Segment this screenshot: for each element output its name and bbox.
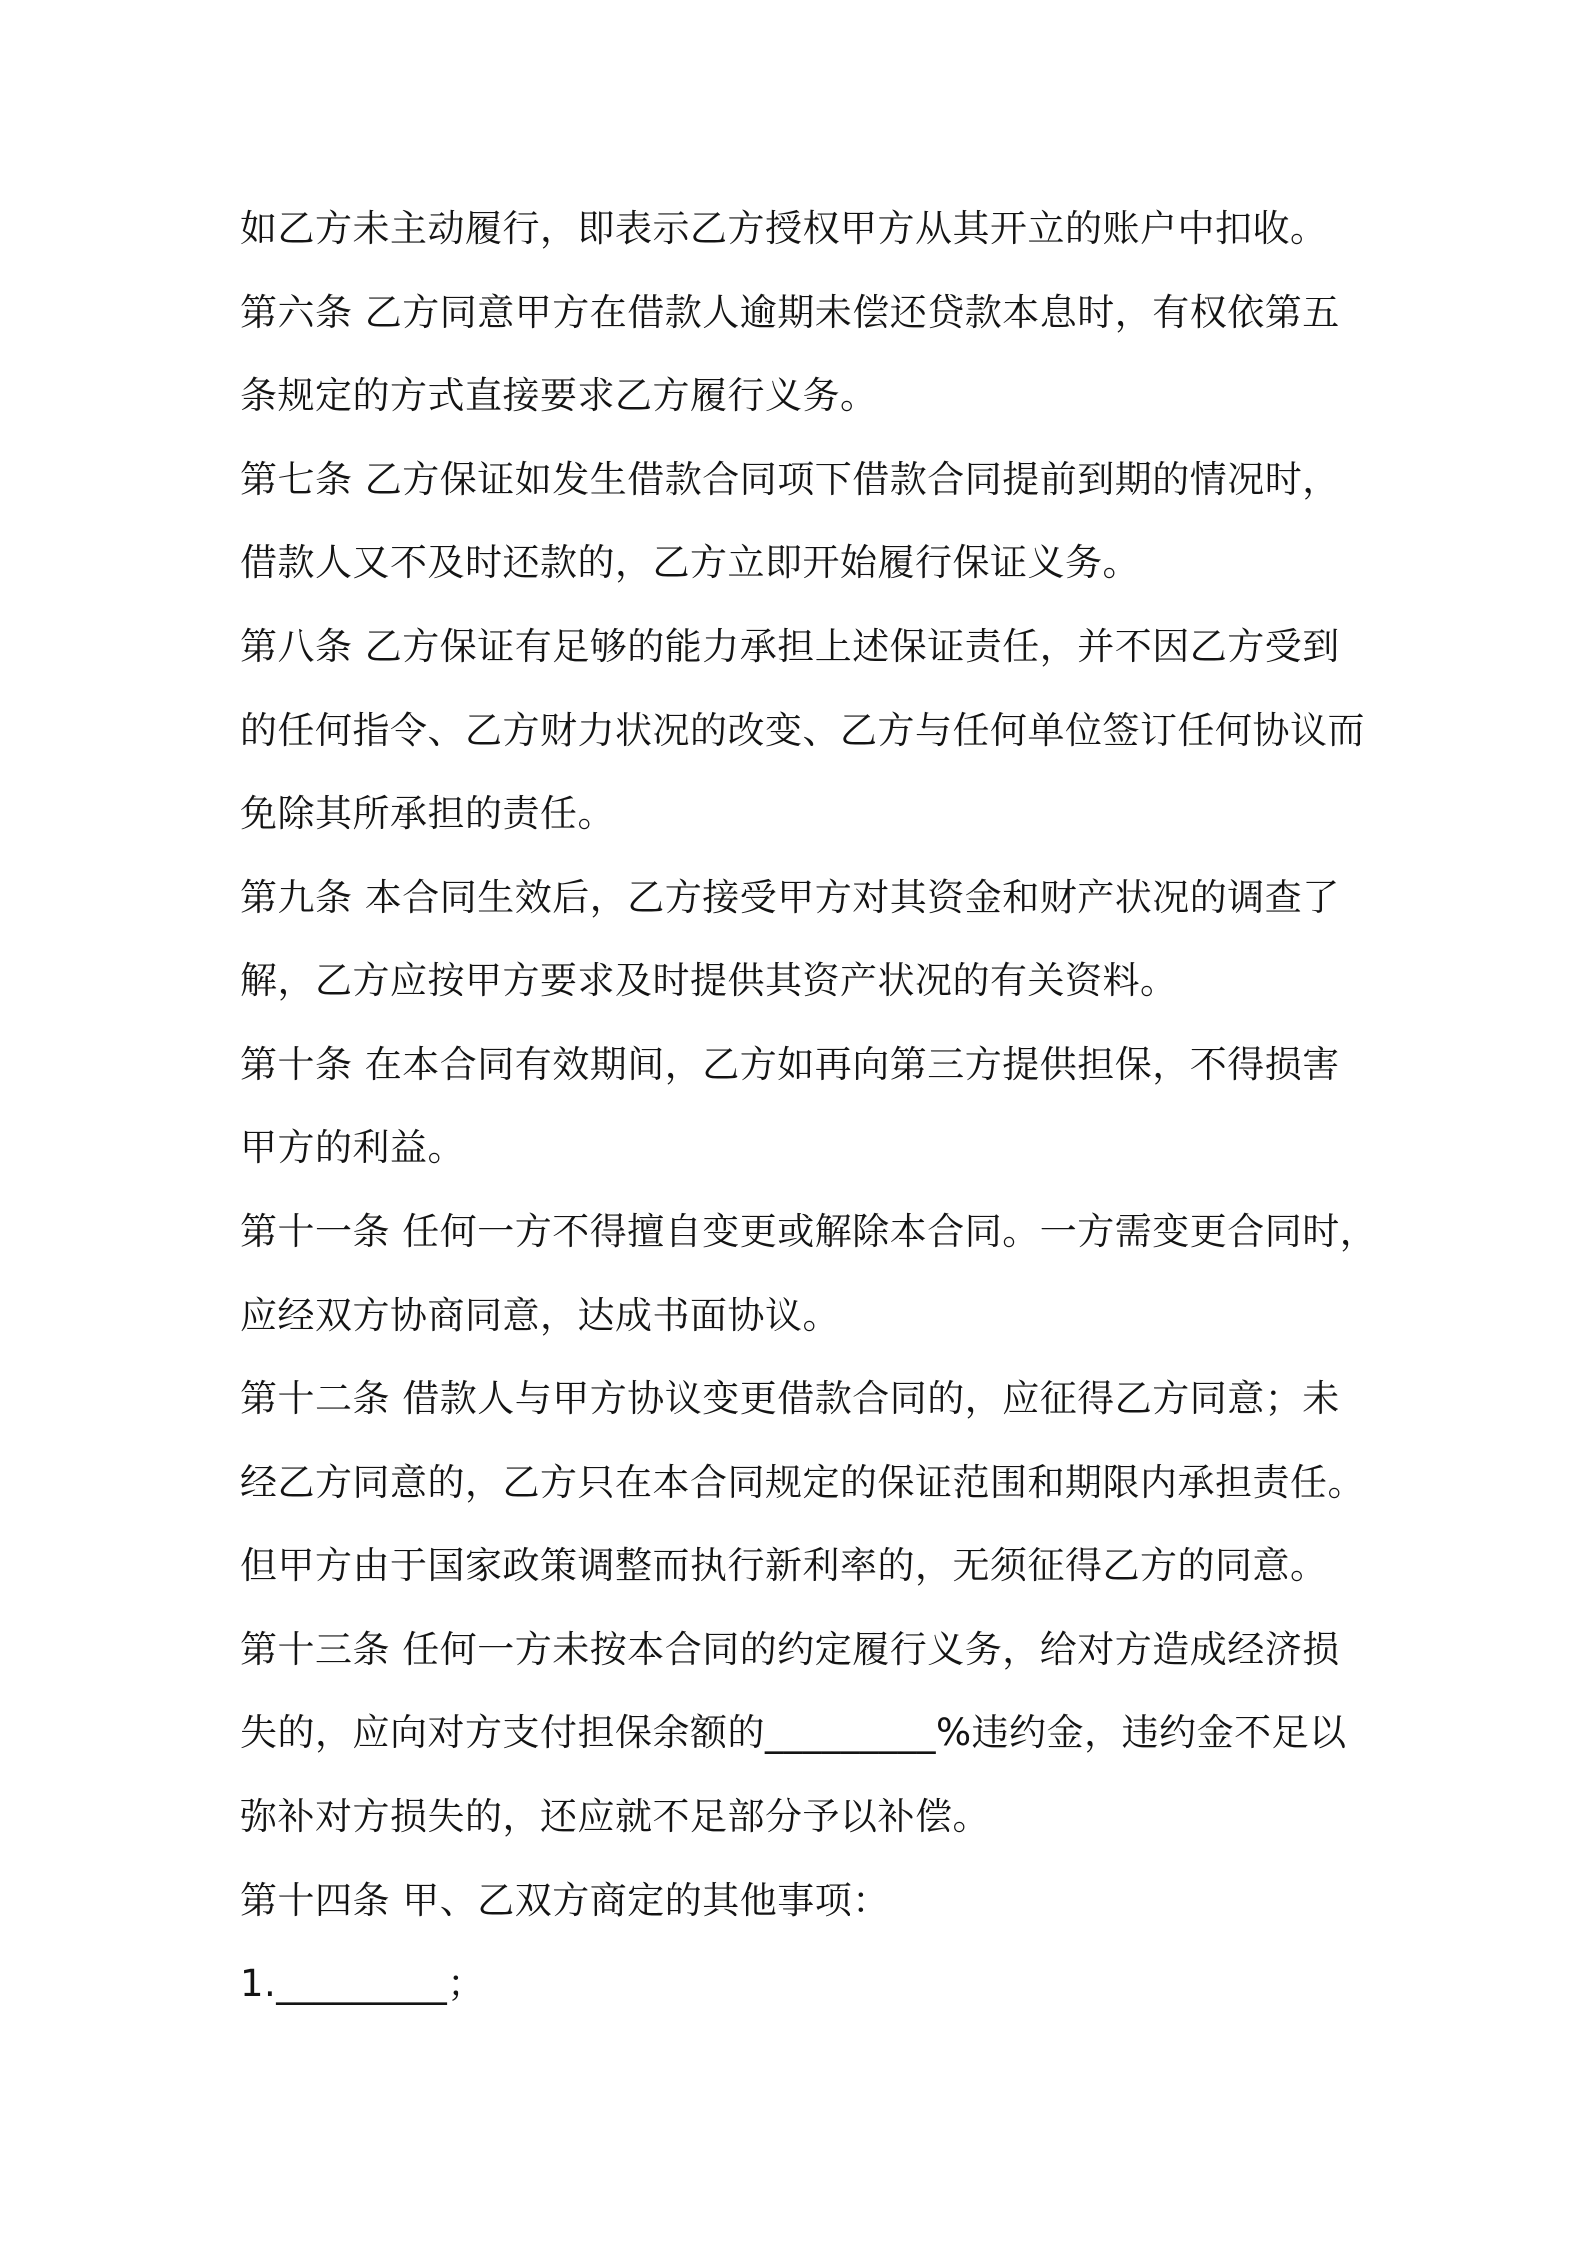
text-line: 第八条 乙方保证有足够的能力承担上述保证责任，并不因乙方受到 [240,625,1340,668]
text-line: 第十二条 借款人与甲方协议变更借款合同的，应征得乙方同意；未 [240,1377,1340,1420]
text-line: 应经双方协商同意，达成书面协议。 [240,1294,840,1337]
text-line: 失的，应向对方支付担保余额的_________%违约金，违约金不足以 [240,1711,1347,1754]
text-line: 第十条 在本合同有效期间，乙方如再向第三方提供担保，不得损害 [240,1043,1340,1086]
text-line: 1._________； [240,1962,485,2005]
text-line: 第十一条 任何一方不得擅自变更或解除本合同。一方需变更合同时， [240,1210,1378,1253]
text-line: 解，乙方应按甲方要求及时提供其资产状况的有关资料。 [240,959,1178,1002]
text-line: 第十三条 任何一方未按本合同的约定履行义务，给对方造成经济损 [240,1628,1340,1671]
text-line: 经乙方同意的，乙方只在本合同规定的保证范围和期限内承担责任。 [240,1461,1365,1504]
text-line: 免除其所承担的责任。 [240,792,615,835]
text-line: 甲方的利益。 [240,1126,465,1169]
text-line: 第六条 乙方同意甲方在借款人逾期未偿还贷款本息时，有权依第五 [240,291,1340,334]
text-line: 第七条 乙方保证如发生借款合同项下借款合同提前到期的情况时， [240,458,1340,501]
text-line: 弥补对方损失的，还应就不足部分予以补偿。 [240,1795,990,1838]
text-line: 第九条 本合同生效后，乙方接受甲方对其资金和财产状况的调查了 [240,876,1340,919]
text-line: 如乙方未主动履行，即表示乙方授权甲方从其开立的账户中扣收。 [240,207,1328,250]
text-line: 的任何指令、乙方财力状况的改变、乙方与任何单位签订任何协议而 [240,709,1365,752]
text-line: 但甲方由于国家政策调整而执行新利率的，无须征得乙方的同意。 [240,1544,1328,1587]
text-line: 第十四条 甲、乙双方商定的其他事项： [240,1879,890,1922]
text-line: 条规定的方式直接要求乙方履行义务。 [240,374,878,417]
text-line: 借款人又不及时还款的，乙方立即开始履行保证义务。 [240,541,1140,584]
